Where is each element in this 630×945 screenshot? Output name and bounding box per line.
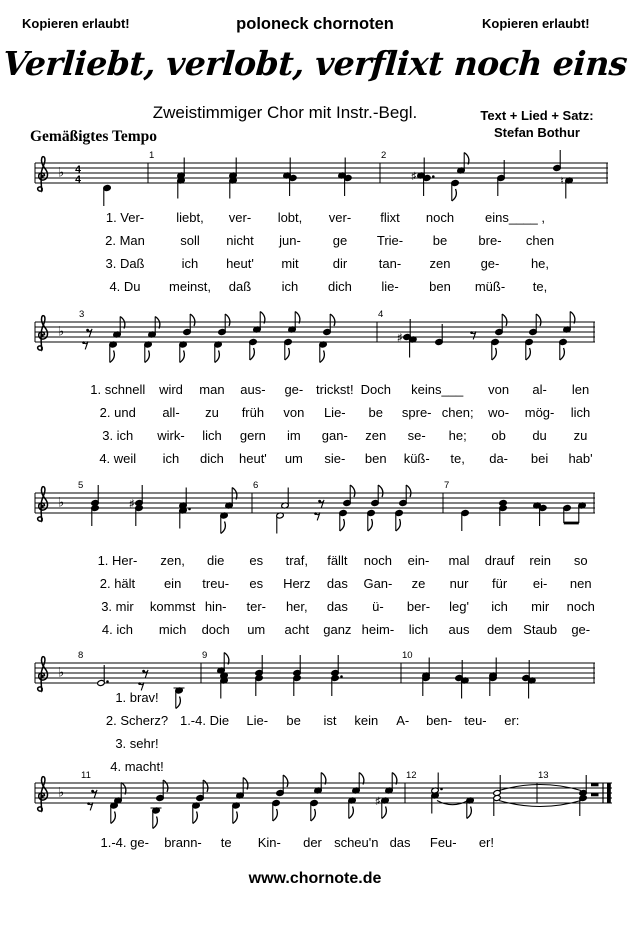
copy-permission-left: Kopieren erlaubt! [22,16,130,31]
lyric-syllable: ver- [328,210,352,225]
lyric-syllable: 2. hält [99,576,136,591]
half-note [276,512,284,533]
lyric-syllable: ist [323,713,337,728]
lyric-syllable: liebt, [176,210,204,225]
note [232,802,240,823]
note [553,150,561,171]
lyric-syllable: Gan- [363,576,393,591]
lyric-syllable: die [206,553,225,568]
lyrics-system-3 [85,549,601,641]
lyric-syllable: küß- [403,451,430,466]
chord [522,660,536,699]
lyric-syllable: 3. Daß [105,256,145,271]
lyric-syllable: 4. ich [101,622,133,637]
chord [579,775,587,816]
svg-text:4: 4 [75,173,81,186]
lyric-syllable: noch [425,210,455,225]
lyric-syllable: teu- [464,713,487,728]
note [525,339,533,360]
lyric-syllable: aus- [240,382,266,397]
lyric-syllable: tan- [378,256,402,271]
augmentation-dot [188,508,191,511]
lyric-syllable: 3. ich [102,428,134,443]
lyric-syllable: he, [530,256,550,271]
lyric-syllable: im [286,428,301,443]
measure-number: 12 [406,770,417,781]
chord [177,158,185,199]
whole-rest-icon [591,784,599,787]
note [214,341,222,362]
lyric-syllable: doch [201,622,230,637]
lyric-syllable: nur [449,576,469,591]
lyric-syllable: ge- [284,382,304,397]
treble-clef-icon [38,487,48,521]
lyric-syllable: scheu'n [334,835,379,850]
note [144,341,152,362]
lyric-syllable: hin- [204,599,227,614]
chord [255,655,263,696]
lyric-syllable: be [432,233,448,248]
lyric-syllable: trickst! [316,382,354,397]
lyric-syllable: chen; [441,405,474,420]
lyric-syllable: al- [532,382,547,397]
chord [398,319,417,358]
lyric-syllable: zu [205,405,219,420]
lyric-syllable: ben [364,451,387,466]
lyric-syllable: man [199,382,225,397]
lyric-syllable: da- [489,451,509,466]
lyric-syllable: Feu- [429,835,457,850]
lyric-syllable: flixt [380,210,400,225]
augmentation-dot [432,175,435,178]
measure-number: 6 [253,480,259,491]
lyric-syllable: all- [162,405,180,420]
note [192,802,200,823]
lyric-syllable: ben [429,279,451,294]
lyric-syllable: gan- [321,428,348,443]
lyric-syllable: kein [354,713,379,728]
accidental-sharp-icon: ♯ [411,171,417,182]
lyric-syllable: dem [486,622,513,637]
accidental-sharp-icon: ♯ [375,796,381,807]
lyric-syllable: lich [408,622,429,637]
staff-system-5 [31,760,616,838]
refrain-system-4 [170,709,530,732]
accidental-sharp-icon: ♯ [129,498,135,510]
lyric-syllable: ü- [372,599,384,614]
note [310,800,318,821]
measure-number: 10 [402,650,413,661]
lyric-syllable: 1. Ver- [105,210,145,225]
lyric-syllable: dir [332,256,348,271]
staff-system-3 [31,470,616,548]
note [103,185,111,206]
lyric-syllable: das [326,599,348,614]
lyric-syllable: te, [450,451,465,466]
note [284,339,292,360]
lyric-syllable: das [389,835,411,850]
note [151,807,162,828]
lyric-syllable: heut' [239,451,267,466]
note [348,797,356,818]
lyric-syllable: 1. Her- [97,553,138,568]
lyric-syllable: zen, [160,553,185,568]
lyric-syllable: lich [570,405,591,420]
lyrics-system-1 [85,206,565,298]
note [491,339,499,360]
lyric-syllable: keins___ [411,382,464,397]
lyric-syllable: be [368,405,383,420]
credit-name: Stefan Bothur [494,125,580,140]
eighth-rest-icon [142,670,148,678]
lyric-syllable: zen [429,256,451,271]
lyric-syllable: kommst [149,599,196,614]
measure-number: 13 [538,770,549,781]
lyric-syllable: so [573,553,588,568]
note [220,512,228,533]
lyric-syllable: ei- [532,576,548,591]
lyric-syllable: mög- [524,405,555,420]
whole-rest-icon [591,794,599,797]
lyric-syllable: wird [159,382,183,397]
measure-number: 3 [79,309,85,320]
chord [229,158,237,199]
chord [179,488,191,529]
verse-ending: 4. macht! [110,759,164,774]
lyric-syllable: mir [531,599,550,614]
note [466,797,474,818]
arrangement-subtitle: Zweistimmiger Chor mit Instr.-Begl. [152,103,418,122]
lyric-syllable: noch [363,553,392,568]
measure-number: 8 [78,650,84,661]
lyric-syllable: zu [573,428,588,443]
treble-clef-icon [38,316,48,350]
lyric-syllable: mich [158,622,187,637]
lyric-syllable: rein [529,553,551,568]
lyric-syllable: 3. mir [101,599,134,614]
note [451,180,459,201]
lyric-syllable: das [326,576,348,591]
treble-clef-icon [38,657,48,691]
lyric-syllable: A- [396,713,410,728]
lyric-syllable: ich [162,451,180,466]
accidental-sharp-icon: ♯ [397,332,403,344]
lyric-syllable: ich [491,599,508,614]
note [319,341,327,362]
measure-number: 2 [381,150,387,161]
lyric-syllable: lie- [381,279,399,294]
lyric-syllable: mal [448,553,470,568]
treble-clef-icon [38,157,48,191]
lyric-syllable: wirk- [157,428,185,443]
lyric-syllable: aus [448,622,470,637]
lyric-syllable: hab' [568,451,593,466]
lyric-syllable: leg' [449,599,469,614]
lyric-syllable: brann- [164,835,202,850]
lyric-syllable: treu- [202,576,230,591]
measure-number: 9 [202,650,208,661]
lyric-syllable: fällt [327,553,348,568]
chord [293,655,301,696]
lyric-syllable: Kin- [257,835,281,850]
svg-text:4: 4 [75,163,81,176]
lyric-syllable: bre- [478,233,502,248]
lyric-syllable: es [249,553,264,568]
augmentation-dot [106,680,109,683]
tie-below [499,801,581,807]
final-barline-thick [607,783,611,803]
lyric-syllable: nen [569,576,592,591]
note [339,510,347,531]
note [461,510,469,531]
augmentation-dot [440,788,443,791]
note [249,339,257,360]
lyric-syllable: te, [532,279,548,294]
lyric-syllable: ze [411,576,426,591]
lyric-syllable: Lie- [323,405,346,420]
lyric-syllable: ein [163,576,182,591]
lyric-syllable: 1.-4. Die [179,713,230,728]
lyric-syllable: um [284,451,303,466]
lyric-syllable: früh [241,405,265,420]
verse-ending: 2. Scherz? [105,713,169,728]
lyric-syllable: ein- [407,553,430,568]
chord [130,485,144,526]
lyric-syllable: ge [332,233,348,248]
lyric-syllable: len [571,382,590,397]
measure-number: 4 [378,309,384,320]
lyric-syllable: soll [180,233,200,248]
staff-system-2 [31,299,616,377]
note [179,341,187,362]
note [110,802,118,823]
half-note [493,795,501,816]
key-signature-flat-icon: ♭ [58,664,65,680]
lyrics-system-2 [85,378,601,470]
note [560,176,573,199]
verse-ending: 3. sehr! [115,736,159,751]
accidental-natural-icon: ♮ [560,176,564,187]
augmentation-dot [340,675,343,678]
measure-number: 5 [78,480,84,491]
measure-number: 7 [444,480,450,491]
lyric-syllable: ich [181,256,199,271]
lyric-syllable: traf, [285,553,308,568]
chord [455,660,469,699]
lyric-syllable: 1.-4. ge- [100,835,149,850]
lyric-syllable: für [492,576,508,591]
note [376,796,390,819]
treble-clef-icon [38,777,48,811]
lyric-syllable: eins____ , [484,210,545,225]
measure-number: 1 [149,150,155,161]
footer-url: www.chornote.de [248,870,382,887]
eighth-rest-icon [318,500,324,508]
eighth-rest-icon [91,790,97,798]
lyric-syllable: 4. weil [99,451,137,466]
lyric-syllable: heim- [361,622,395,637]
lyric-syllable: ge- [480,256,500,271]
lyric-syllable: der [303,835,322,850]
note [109,341,117,362]
lyric-syllable: du [532,428,547,443]
lyric-syllable: nicht [226,233,254,248]
copy-permission-right: Kopieren erlaubt! [482,16,590,31]
lyric-syllable: te [220,835,232,850]
key-signature-flat-icon: ♭ [58,494,65,510]
credit-block [462,107,612,141]
chord [220,672,228,698]
lyric-syllable: ich [281,279,299,294]
verse-ending: 1. brav! [115,690,159,705]
lyric-syllable: drauf [484,553,515,568]
lyric-syllable: es [249,576,264,591]
lyric-syllable: müß- [474,279,506,294]
lyric-syllable: lobt, [277,210,303,225]
lyric-syllable: acht [284,622,310,637]
half-note [493,775,501,796]
key-signature-flat-icon: ♭ [58,164,65,180]
lyric-syllable: von [488,382,510,397]
lyric-syllable: ben- [426,713,453,728]
lyric-syllable: noch [566,599,595,614]
lyric-syllable: chen [525,233,555,248]
lyric-syllable: se- [407,428,426,443]
lyric-syllable: dich [200,451,224,466]
lyric-syllable: Staub [523,622,558,637]
key-signature-flat-icon: ♭ [58,784,65,800]
lyric-syllable: er! [478,835,494,850]
note [395,510,403,531]
credit-label: Text + Lied + Satz: [480,108,594,123]
lyric-syllable: um [247,622,266,637]
lyric-syllable: wo- [488,405,510,420]
lyric-syllable: daß [228,279,252,294]
tie-above [499,784,581,790]
lyric-syllable: spre- [401,405,432,420]
lyric-syllable: lich [202,428,222,443]
lyric-syllable: Lie- [246,713,269,728]
lyric-syllable: er: [504,713,520,728]
refrain-system-5 [88,831,508,854]
lyric-syllable: Doch [360,382,391,397]
chord [497,160,505,196]
note [272,800,280,821]
lyric-syllable: mit [281,256,299,271]
publisher-brand: poloneck chornoten [236,15,394,33]
lyric-syllable: Herz [283,576,311,591]
lyric-syllable: 4. Du [109,279,141,294]
lyric-syllable: 1. schnell [90,382,146,397]
lyric-syllable: he; [448,428,467,443]
song-title: Verliebt, verlobt, verflixt noch eins [1,44,629,83]
lyric-syllable: be [286,713,301,728]
lyric-syllable: heut' [226,256,254,271]
lyric-syllable: Trie- [376,233,404,248]
lyric-syllable: zen [365,428,387,443]
lyric-syllable: ganz [323,622,352,637]
eighth-rest-icon [86,329,92,337]
key-signature-flat-icon: ♭ [58,323,65,339]
lyric-syllable: her, [285,599,308,614]
note [367,510,375,531]
lyric-syllable: ge- [571,622,591,637]
chord [91,485,99,526]
chord [533,502,547,526]
lyric-syllable: dich [328,279,352,294]
lyric-syllable: sie- [324,451,346,466]
note [559,339,567,360]
lyric-syllable: ob [491,428,506,443]
measure-number: 11 [81,770,91,781]
lyric-syllable: jun- [279,233,301,248]
lyric-syllable: von [283,405,305,420]
chord [331,655,343,696]
lyric-syllable: ber- [406,599,431,614]
tempo-marking: Gemäßigtes Tempo [30,128,158,145]
lyric-syllable: 2. Man [105,233,145,248]
lyric-syllable: 2. und [99,405,136,420]
lyric-syllable: ver- [228,210,252,225]
lyric-syllable: gern [239,428,266,443]
lyric-syllable: ter- [246,599,266,614]
lyric-syllable: bei [530,451,549,466]
lyric-syllable: meinst, [169,279,211,294]
time-signature [75,164,81,186]
